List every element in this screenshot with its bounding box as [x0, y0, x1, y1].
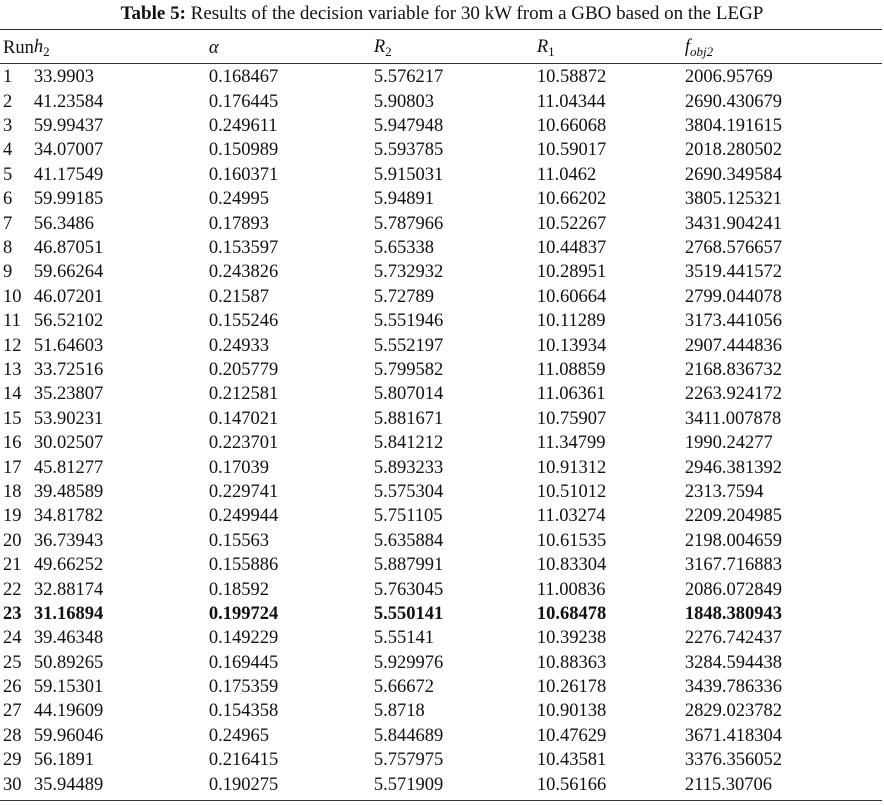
cell-r2: 5.571909 [373, 774, 444, 795]
cell-r2: 5.552197 [373, 335, 444, 356]
cell-run: 14 [3, 384, 22, 405]
cell-alpha: 0.199724 [208, 603, 279, 624]
table-row [0, 261, 805, 285]
cell-h2: 36.73943 [33, 530, 104, 551]
cell-h2: 33.9903 [33, 66, 94, 87]
cell-r2: 5.551946 [373, 311, 444, 332]
cell-r1: 11.06361 [536, 384, 606, 405]
cell-alpha: 0.223701 [208, 433, 279, 454]
cell-run: 13 [3, 359, 22, 380]
cell-run: 24 [3, 628, 22, 649]
cell-run: 29 [3, 750, 22, 771]
table-row [0, 431, 805, 455]
cell-h2: 51.64603 [33, 335, 104, 356]
cell-r2: 5.844689 [373, 725, 444, 746]
cell-h2: 30.02507 [33, 433, 104, 454]
cell-r2: 5.915031 [373, 164, 444, 185]
cell-r2: 5.887991 [373, 555, 444, 576]
table-row [0, 383, 805, 407]
header-alpha: α [208, 37, 219, 58]
table-row [0, 627, 805, 651]
cell-run: 21 [3, 555, 22, 576]
cell-fobj2: 2829.023782 [684, 701, 782, 722]
cell-r1: 10.13934 [536, 335, 607, 356]
table-row [0, 553, 805, 577]
cell-alpha: 0.21587 [208, 286, 269, 307]
header-h2: $h_2$ [33, 36, 50, 59]
cell-run: 10 [3, 286, 22, 307]
cell-fobj2: 3284.594438 [684, 652, 782, 673]
cell-h2: 34.07007 [33, 140, 104, 161]
cell-run: 4 [3, 140, 13, 161]
cell-alpha: 0.155886 [208, 555, 279, 576]
cell-run: 20 [3, 530, 22, 551]
caption-label: Table 5: [120, 3, 186, 24]
cell-r1: 11.03274 [536, 506, 606, 527]
cell-r1: 11.00836 [536, 579, 606, 600]
cell-r1: 10.88363 [536, 652, 607, 673]
cell-h2: 39.46348 [33, 628, 104, 649]
cell-h2: 34.81782 [33, 506, 104, 527]
cell-fobj2: 2209.204985 [684, 506, 782, 527]
cell-fobj2: 2690.430679 [684, 91, 782, 112]
cell-r1: 10.75907 [536, 408, 607, 429]
header-fobj2: $f_{obj2}$ [684, 36, 714, 59]
cell-h2: 56.1891 [33, 750, 94, 771]
table-row [0, 773, 805, 797]
cell-fobj2: 3173.441056 [684, 311, 782, 332]
table-row [0, 407, 805, 431]
cell-h2: 41.17549 [33, 164, 104, 185]
cell-run: 1 [3, 66, 13, 87]
table-row [0, 505, 805, 529]
cell-r1: 10.61535 [536, 530, 607, 551]
cell-alpha: 0.169445 [208, 652, 279, 673]
cell-fobj2: 3671.418304 [684, 725, 782, 746]
table-row [0, 724, 805, 748]
cell-fobj2: 2198.004659 [684, 530, 782, 551]
table-row [0, 456, 805, 480]
cell-run: 18 [3, 481, 22, 502]
table-row [0, 700, 805, 724]
cell-fobj2: 3411.007878 [684, 408, 782, 429]
cell-r2: 5.593785 [373, 140, 444, 161]
table-row [0, 578, 805, 602]
cell-h2: 35.94489 [33, 774, 104, 795]
cell-alpha: 0.175359 [208, 677, 279, 698]
cell-alpha: 0.24995 [208, 189, 269, 210]
cell-r1: 10.47629 [536, 725, 607, 746]
table-row [0, 64, 805, 90]
table-row [0, 236, 805, 260]
table-row [0, 90, 805, 114]
cell-alpha: 0.17893 [208, 213, 269, 234]
cell-run: 25 [3, 652, 22, 673]
cell-fobj2: 2263.924172 [684, 384, 782, 405]
cell-r1: 10.66202 [536, 189, 607, 210]
cell-h2: 59.99437 [33, 116, 104, 137]
table-row [0, 651, 805, 675]
cell-run: 12 [3, 335, 22, 356]
table-row [0, 212, 805, 236]
cell-r2: 5.757975 [373, 750, 444, 771]
cell-h2: 41.23584 [33, 91, 104, 112]
cell-r1: 10.44837 [536, 238, 607, 259]
cell-alpha: 0.15563 [208, 530, 269, 551]
cell-fobj2: 3519.441572 [684, 262, 782, 283]
cell-h2: 49.66252 [33, 555, 104, 576]
cell-run: 15 [3, 408, 22, 429]
table-row [0, 188, 805, 212]
cell-r1: 11.08859 [536, 359, 606, 380]
cell-alpha: 0.243826 [208, 262, 279, 283]
cell-run: 17 [3, 457, 22, 478]
cell-run: 16 [3, 433, 22, 454]
cell-run: 2 [3, 91, 13, 112]
cell-run: 22 [3, 579, 22, 600]
cell-r1: 10.39238 [536, 628, 607, 649]
cell-h2: 39.48589 [33, 481, 104, 502]
cell-h2: 35.23807 [33, 384, 104, 405]
cell-r1: 10.58872 [536, 66, 607, 87]
cell-run: 23 [3, 603, 22, 624]
cell-run: 3 [3, 116, 13, 137]
cell-fobj2: 2799.044078 [684, 286, 782, 307]
cell-h2: 59.15301 [33, 677, 104, 698]
cell-r1: 10.11289 [536, 311, 606, 332]
cell-h2: 53.90231 [33, 408, 104, 429]
table-row [0, 675, 805, 699]
cell-r1: 10.26178 [536, 677, 607, 698]
cell-fobj2: 1990.24277 [684, 433, 773, 454]
cell-r2: 5.65338 [373, 238, 434, 259]
table-row [0, 602, 805, 626]
cell-h2: 59.99185 [33, 189, 104, 210]
cell-r2: 5.66672 [373, 677, 434, 698]
cell-alpha: 0.153597 [208, 238, 279, 259]
cell-run: 28 [3, 725, 22, 746]
table-row [0, 163, 805, 187]
cell-alpha: 0.176445 [208, 91, 279, 112]
cell-fobj2: 2086.072849 [684, 579, 782, 600]
cell-alpha: 0.249944 [208, 506, 279, 527]
cell-alpha: 0.168467 [208, 66, 279, 87]
cell-run: 26 [3, 677, 22, 698]
cell-r2: 5.807014 [373, 384, 444, 405]
cell-h2: 33.72516 [33, 359, 104, 380]
cell-r2: 5.787966 [373, 213, 444, 234]
cell-r1: 10.52267 [536, 213, 607, 234]
cell-r2: 5.881671 [373, 408, 444, 429]
cell-alpha: 0.150989 [208, 140, 279, 161]
cell-h2: 59.96046 [33, 725, 104, 746]
cell-fobj2: 3439.786336 [684, 677, 782, 698]
table-caption [0, 3, 884, 25]
cell-r1: 10.43581 [536, 750, 607, 771]
cell-alpha: 0.249611 [208, 116, 278, 137]
cell-r1: 11.0462 [536, 164, 597, 185]
cell-r2: 5.947948 [373, 116, 444, 137]
cell-alpha: 0.24933 [208, 335, 269, 356]
table-row [0, 334, 805, 358]
cell-h2: 56.52102 [33, 311, 104, 332]
cell-h2: 46.07201 [33, 286, 104, 307]
cell-fobj2: 1848.380943 [684, 603, 782, 624]
header-r1: $R_1$ [536, 36, 555, 59]
cell-r2: 5.763045 [373, 579, 444, 600]
table-row [0, 529, 805, 553]
cell-r2: 5.635884 [373, 530, 444, 551]
cell-h2: 31.16894 [33, 603, 104, 624]
cell-r2: 5.550141 [373, 603, 444, 624]
cell-fobj2: 3376.356052 [684, 750, 782, 771]
cell-run: 9 [3, 262, 13, 283]
cell-alpha: 0.18592 [208, 579, 269, 600]
cell-alpha: 0.160371 [208, 164, 279, 185]
cell-h2: 46.87051 [33, 238, 104, 259]
header-r2: $R_2$ [373, 36, 392, 59]
cell-fobj2: 2018.280502 [684, 140, 782, 161]
cell-r1: 10.68478 [536, 603, 607, 624]
header-run: Run [3, 37, 34, 58]
cell-fobj2: 2006.95769 [684, 66, 773, 87]
cell-r1: 11.34799 [536, 433, 606, 454]
cell-fobj2: 2313.7594 [684, 481, 764, 502]
table-row [0, 139, 805, 163]
cell-r1: 10.83304 [536, 555, 607, 576]
cell-r1: 10.66068 [536, 116, 607, 137]
cell-alpha: 0.155246 [208, 311, 279, 332]
cell-r2: 5.799582 [373, 359, 444, 380]
cell-r2: 5.72789 [373, 286, 434, 307]
cell-h2: 59.66264 [33, 262, 104, 283]
caption-text: Results of the decision variable for 30 kW from a GBO based on the LEGP [190, 3, 764, 24]
cell-r2: 5.751105 [373, 506, 443, 527]
cell-run: 5 [3, 164, 13, 185]
cell-run: 8 [3, 238, 13, 259]
cell-fobj2: 3804.191615 [684, 116, 782, 137]
cell-r2: 5.929976 [373, 652, 444, 673]
cell-r1: 10.56166 [536, 774, 607, 795]
table-row [0, 358, 805, 382]
cell-fobj2: 3167.716883 [684, 555, 782, 576]
table-row [0, 114, 805, 138]
cell-r2: 5.8718 [373, 701, 425, 722]
table-row [0, 480, 805, 504]
cell-alpha: 0.24965 [208, 725, 269, 746]
cell-r1: 10.28951 [536, 262, 607, 283]
cell-alpha: 0.149229 [208, 628, 279, 649]
cell-alpha: 0.216415 [208, 750, 279, 771]
cell-r2: 5.841212 [373, 433, 444, 454]
cell-r2: 5.575304 [373, 481, 444, 502]
cell-h2: 45.81277 [33, 457, 104, 478]
cell-alpha: 0.229741 [208, 481, 279, 502]
cell-r1: 10.91312 [536, 457, 607, 478]
cell-r2: 5.576217 [373, 66, 444, 87]
table-row [0, 285, 805, 309]
cell-fobj2: 2907.444836 [684, 335, 782, 356]
cell-run: 19 [3, 506, 22, 527]
cell-run: 30 [3, 774, 22, 795]
cell-r1: 10.51012 [536, 481, 607, 502]
cell-fobj2: 2276.742437 [684, 628, 782, 649]
cell-alpha: 0.154358 [208, 701, 279, 722]
cell-run: 27 [3, 701, 22, 722]
cell-run: 7 [3, 213, 13, 234]
cell-r1: 10.60664 [536, 286, 607, 307]
cell-fobj2: 2115.30706 [684, 774, 773, 795]
cell-fobj2: 2768.576657 [684, 238, 782, 259]
cell-fobj2: 2946.381392 [684, 457, 782, 478]
cell-r2: 5.55141 [373, 628, 434, 649]
cell-r1: 10.90138 [536, 701, 607, 722]
cell-fobj2: 2690.349584 [684, 164, 782, 185]
cell-fobj2: 3805.125321 [684, 189, 782, 210]
cell-r2: 5.94891 [373, 189, 434, 210]
cell-r1: 11.04344 [536, 91, 606, 112]
cell-r2: 5.732932 [373, 262, 444, 283]
cell-alpha: 0.17039 [208, 457, 269, 478]
cell-h2: 50.89265 [33, 652, 104, 673]
header-row [0, 30, 805, 64]
cell-run: 6 [3, 189, 13, 210]
cell-run: 11 [3, 311, 21, 332]
table-bottom-rule [0, 800, 882, 801]
cell-alpha: 0.147021 [208, 408, 279, 429]
cell-h2: 56.3486 [33, 213, 94, 234]
results-table [0, 30, 805, 797]
cell-fobj2: 2168.836732 [684, 359, 782, 380]
cell-h2: 44.19609 [33, 701, 104, 722]
cell-r2: 5.90803 [373, 91, 434, 112]
cell-r1: 10.59017 [536, 140, 607, 161]
table-body [0, 64, 805, 797]
cell-alpha: 0.190275 [208, 774, 279, 795]
cell-r2: 5.893233 [373, 457, 444, 478]
cell-alpha: 0.205779 [208, 359, 279, 380]
cell-fobj2: 3431.904241 [684, 213, 782, 234]
table-row [0, 749, 805, 773]
cell-h2: 32.88174 [33, 579, 104, 600]
table-row [0, 310, 805, 334]
cell-alpha: 0.212581 [208, 384, 279, 405]
